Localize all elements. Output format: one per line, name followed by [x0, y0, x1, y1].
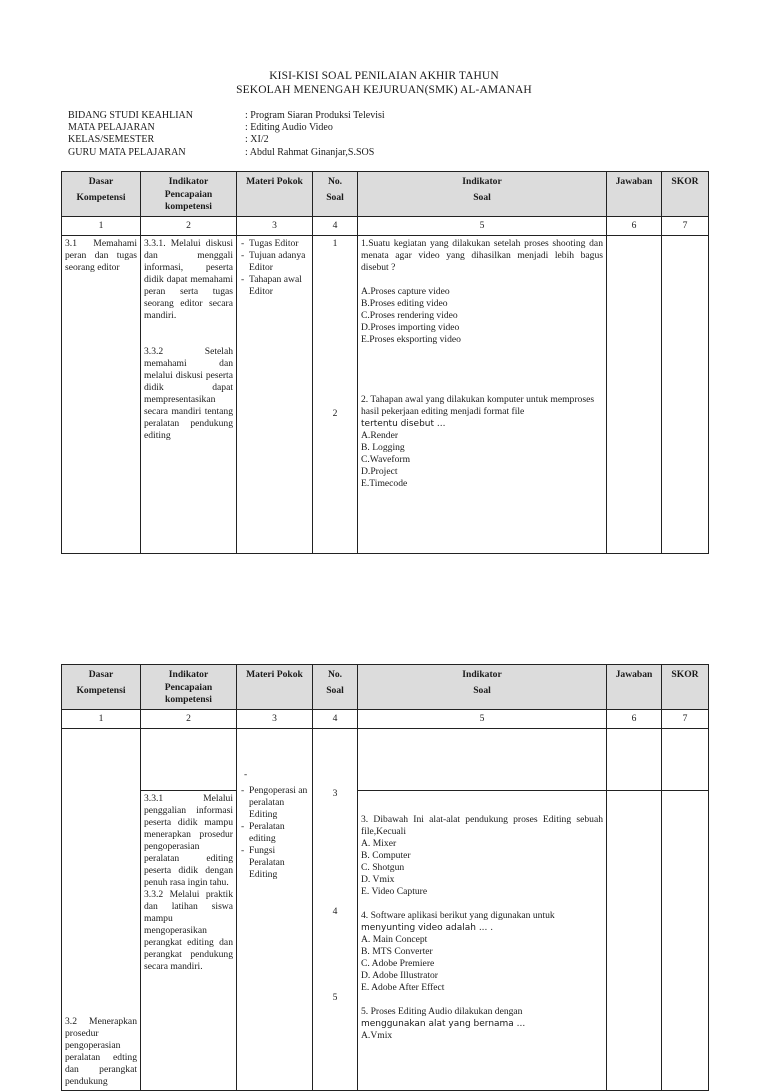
- column-number: 1: [62, 709, 141, 728]
- column-number: 3: [237, 709, 313, 728]
- question-text: 5. Proses Editing Audio dilakukan dengan: [361, 1005, 523, 1017]
- header-indikator-pencapaian: Indikator Pencapaian kompetensi: [141, 665, 237, 710]
- answer-option: C.Proses rendering video: [361, 310, 458, 321]
- kompetensi-cell: 3.1 Memahami peran dan tugas seorang editor: [62, 236, 141, 554]
- materi-item: - Tujuan adanya Editor: [240, 250, 309, 274]
- answer-option: B.Proses editing video: [361, 298, 448, 309]
- question-number: 4: [332, 905, 338, 917]
- meta-value: : Abdul Rahmat Ginanjar,S.SOS: [245, 146, 375, 158]
- answer-option: B. Computer: [361, 849, 411, 861]
- materi-item: - Fungsi Peralatan Editing: [240, 845, 309, 881]
- answer-options: [361, 430, 603, 490]
- header-dasar-kompetensi: Dasar Kompetensi: [62, 665, 141, 710]
- meta-label: BIDANG STUDI KEAHLIAN: [68, 110, 193, 121]
- indikator-text: 3.3.1. Melalui diskusi dan menggali informasi, peserta didik dapat memahami peran serta tugas seorang editor secara mandiri.: [144, 238, 233, 321]
- question-text: 2. Tahapan awal yang dilakukan komputer untuk memproses hasil pekerjaan editing menjadi format file: [361, 394, 595, 417]
- meta-value: : XI/2: [245, 134, 269, 146]
- header-jawaban: Jawaban: [607, 665, 662, 710]
- indikator-pencapaian-cell: [141, 790, 237, 1090]
- indikator-soal-cell: [358, 790, 607, 1090]
- answer-option: E. Adobe After Effect: [361, 981, 445, 993]
- answer-option: C.Waveform: [361, 454, 411, 465]
- column-number-row: [62, 709, 709, 728]
- header-skor: SKOR: [662, 665, 709, 710]
- question-number: 2: [332, 408, 338, 419]
- meta-row-guru: [68, 147, 385, 159]
- no-soal-cell: [313, 236, 358, 554]
- answer-option: E.Proses eksporting video: [361, 334, 461, 345]
- header-indikator-pencapaian: Indikator Pencapaian kompetensi: [141, 172, 237, 217]
- answer-option: A.Render: [361, 430, 399, 441]
- materi-dash: -: [244, 768, 248, 780]
- question-text: tertentu disebut ...: [361, 419, 446, 429]
- indikator-pencapaian-cell: [141, 236, 237, 554]
- skor-cell: [662, 236, 709, 554]
- indikator-text: 3.3.1 Melalui penggalian informasi peserta didik mampu menerapkan prosedur pengoperasian peralatan editing peserta didik dengan penuh rasa ingin tahu.: [144, 792, 233, 888]
- column-number: 4: [313, 217, 358, 236]
- column-number: 7: [662, 217, 709, 236]
- materi-pokok-cell: [237, 728, 313, 1090]
- column-number: 2: [141, 709, 237, 728]
- answer-option: A. Mixer: [361, 837, 397, 849]
- answer-option: E.Timecode: [361, 478, 408, 489]
- answer-option: E. Video Capture: [361, 885, 428, 897]
- meta-row-mapel: [68, 122, 385, 134]
- question-text: menyunting video adalah ... .: [361, 922, 494, 933]
- answer-option: A. Main Concept: [361, 933, 428, 945]
- column-number: 5: [358, 709, 607, 728]
- answer-option: D.Proses importing video: [361, 322, 460, 333]
- answer-option: C. Adobe Premiere: [361, 957, 435, 969]
- question-text: 1.Suatu kegiatan yang dilakukan setelah proses shooting dan menata agar video yang dihasilkan menjadi lebih bagus disebut ?: [361, 238, 603, 273]
- answer-options: [361, 1030, 603, 1042]
- meta-label: KELAS/SEMESTER: [68, 134, 155, 146]
- materi-item: - Tahapan awal Editor: [240, 274, 309, 298]
- header-no-soal: No. Soal: [313, 172, 358, 217]
- answer-option: B. MTS Converter: [361, 945, 433, 957]
- column-number: 4: [313, 709, 358, 728]
- jawaban-cell: [607, 236, 662, 554]
- indikator-text: 3.3.2 Melalui praktik dan latihan siswa mampu mengoperasikan perangkat editing dan perangkat pendukung secara mandiri.: [144, 888, 233, 972]
- answer-options: [361, 838, 603, 898]
- answer-option: D. Vmix: [361, 873, 395, 885]
- answer-option: C. Shotgun: [361, 861, 405, 873]
- header-indikator-soal: Indikator Soal: [358, 665, 607, 710]
- column-number: 7: [662, 709, 709, 728]
- materi-item: - Tugas Editor: [240, 238, 309, 250]
- column-number: 3: [237, 217, 313, 236]
- answer-option: A.Vmix: [361, 1029, 393, 1041]
- kompetensi-text: 3.2 Menerapkan prosedur pengoperasian peralatan edting dan perangkat pendukung: [65, 1015, 137, 1087]
- jawaban-cell: [607, 728, 662, 790]
- materi-item: - Peralatan editing: [240, 821, 309, 845]
- header-materi-pokok: Materi Pokok: [237, 665, 313, 710]
- jawaban-cell: [607, 790, 662, 1090]
- document-meta: [68, 110, 385, 159]
- meta-label: MATA PELAJARAN: [68, 122, 155, 134]
- meta-label: GURU MATA PELAJARAN: [68, 146, 186, 158]
- skor-cell: [662, 790, 709, 1090]
- table-row: [62, 236, 709, 554]
- materi-item: - Pengoperasi an peralatan Editing: [240, 785, 309, 821]
- meta-value: : Program Siaran Produksi Televisi: [245, 110, 385, 121]
- kisi-table-1: [61, 171, 709, 554]
- indikator-pencapaian-cell: [141, 728, 237, 790]
- header-dasar-kompetensi: Dasar Kompetensi: [62, 172, 141, 217]
- document-title: KISI-KISI SOAL PENILAIAN AKHIR TAHUN: [269, 70, 499, 82]
- column-number-row: [62, 217, 709, 236]
- answer-option: B. Logging: [361, 442, 405, 453]
- question-number: 5: [332, 991, 338, 1003]
- table-row-empty: [62, 728, 709, 790]
- table-row: [62, 790, 709, 1090]
- meta-row-kelas: [68, 134, 385, 146]
- column-number: 1: [62, 217, 141, 236]
- column-number: 2: [141, 217, 237, 236]
- answer-options: [361, 934, 603, 994]
- meta-value: : Editing Audio Video: [245, 122, 333, 134]
- header-indikator-soal: Indikator Soal: [358, 172, 607, 217]
- no-soal-cell: [313, 728, 358, 1090]
- column-number: 6: [607, 709, 662, 728]
- answer-option: D.Project: [361, 466, 398, 477]
- skor-cell: [662, 728, 709, 790]
- header-no-soal: No. Soal: [313, 665, 358, 710]
- question-number: 1: [332, 238, 338, 249]
- header-jawaban: Jawaban: [607, 172, 662, 217]
- column-number: 6: [607, 217, 662, 236]
- materi-pokok-cell: [237, 236, 313, 554]
- answer-option: A.Proses capture video: [361, 286, 450, 297]
- question-number: 3: [332, 787, 338, 799]
- meta-row-bidang: [68, 110, 385, 122]
- question-text: 4. Software aplikasi berikut yang digunakan untuk: [361, 909, 555, 921]
- question-text: menggunakan alat yang bernama ...: [361, 1018, 526, 1029]
- answer-option: D. Adobe Illustrator: [361, 969, 439, 981]
- indikator-text: 3.3.2 Setelah memahami dan melalui diskusi peserta didik dapat mempresentasikan secara mandiri tentang peralatan pendukung editing: [144, 346, 233, 441]
- column-number: 5: [358, 217, 607, 236]
- indikator-soal-cell: [358, 236, 607, 554]
- kisi-table-2: [61, 664, 709, 1091]
- kompetensi-cell: [62, 728, 141, 1090]
- question-text: 3. Dibawah Ini alat-alat pendukung proses Editing sebuah file,Kecuali: [361, 813, 603, 837]
- header-skor: SKOR: [662, 172, 709, 217]
- answer-options: [361, 286, 603, 346]
- header-materi-pokok: Materi Pokok: [237, 172, 313, 217]
- indikator-soal-cell: [358, 728, 607, 790]
- school-name: SEKOLAH MENENGAH KEJURUAN(SMK) AL-AMANAH: [236, 84, 532, 96]
